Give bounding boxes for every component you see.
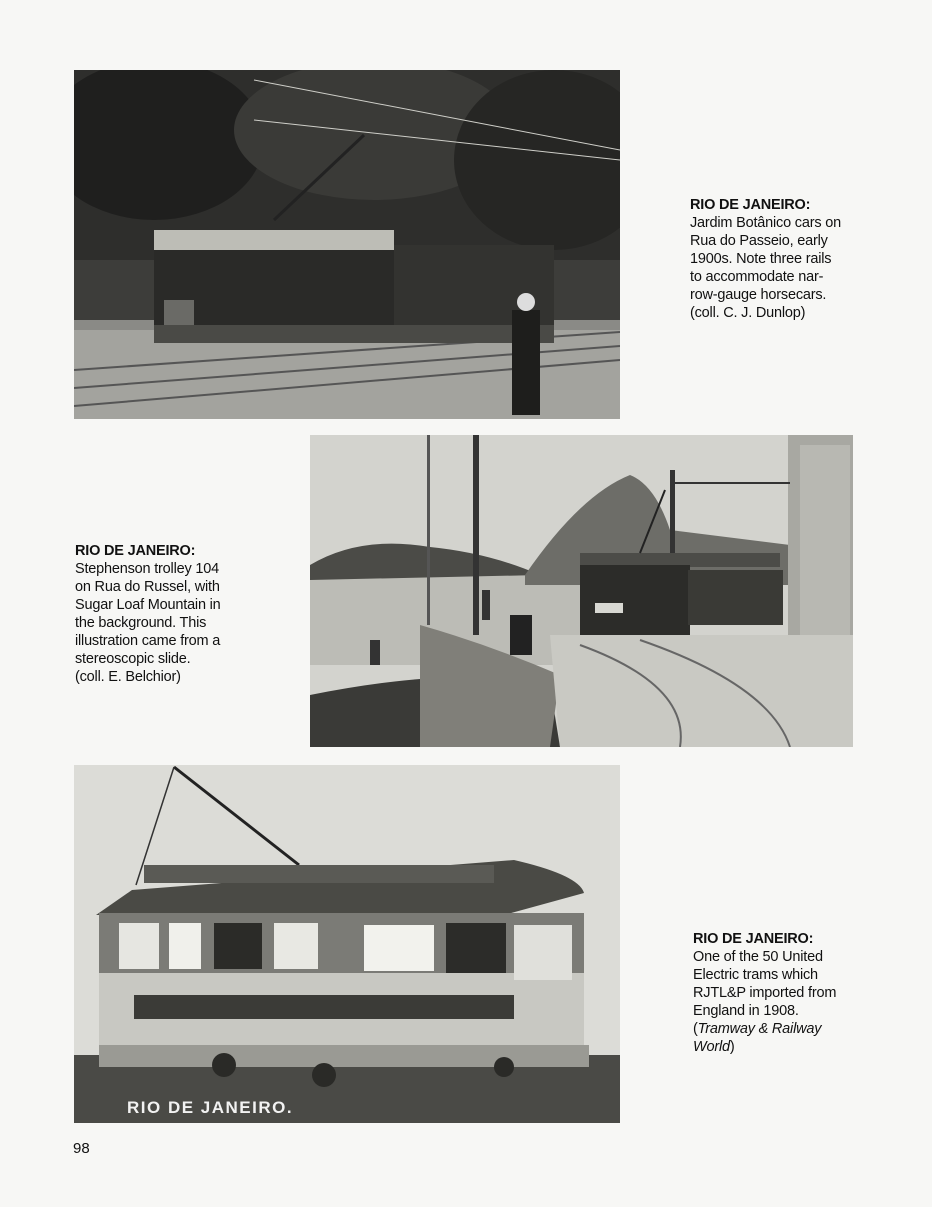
caption-heading: RIO DE JANEIRO: bbox=[75, 543, 196, 559]
photo-rua-do-passeio-image bbox=[74, 70, 620, 419]
caption-rua-do-passeio bbox=[690, 196, 890, 322]
caption-line: Sugar Loaf Mountain in bbox=[75, 597, 221, 613]
photo-rua-do-passeio bbox=[74, 70, 620, 419]
credit-source: Tramway & Railway bbox=[697, 1021, 822, 1037]
caption-line: England in 1908. bbox=[693, 1003, 799, 1019]
caption-credit bbox=[693, 1020, 893, 1038]
caption-line: One of the 50 United bbox=[693, 949, 823, 965]
caption-heading: RIO DE JANEIRO: bbox=[693, 931, 814, 947]
caption-line: illustration came from a bbox=[75, 633, 221, 649]
caption-line: RJTL&P imported from bbox=[693, 985, 837, 1001]
caption-line: Rua do Passeio, early bbox=[690, 233, 828, 249]
photo-printed-title: RIO DE JANEIRO. bbox=[127, 1098, 294, 1117]
caption-united-electric-tram bbox=[693, 930, 893, 1056]
photo-united-electric-tram bbox=[74, 765, 620, 1123]
credit-source-cont: World bbox=[693, 1039, 730, 1055]
caption-heading: RIO DE JANEIRO: bbox=[690, 197, 811, 213]
photo-rua-do-russel bbox=[310, 435, 853, 747]
credit-paren-open: ( bbox=[693, 1021, 698, 1037]
caption-credit: (coll. C. J. Dunlop) bbox=[690, 305, 806, 321]
caption-line: row-gauge horsecars. bbox=[690, 287, 827, 303]
credit-paren-close: ) bbox=[729, 1039, 735, 1055]
caption-rua-do-russel bbox=[75, 542, 295, 686]
caption-line: Stephenson trolley 104 bbox=[75, 561, 219, 577]
caption-credit: (coll. E. Belchior) bbox=[75, 669, 181, 685]
caption-line: stereoscopic slide. bbox=[75, 651, 191, 667]
caption-line: Jardim Botânico cars on bbox=[690, 215, 841, 231]
page-number: 98 bbox=[73, 1140, 90, 1157]
caption-line: to accommodate nar- bbox=[690, 269, 824, 285]
caption-line: the background. This bbox=[75, 615, 207, 631]
caption-line: on Rua do Russel, with bbox=[75, 579, 220, 595]
photo-united-electric-tram-image bbox=[74, 765, 620, 1123]
photo-rua-do-russel-image bbox=[310, 435, 853, 747]
caption-line: 1900s. Note three rails bbox=[690, 251, 832, 267]
caption-credit-cont bbox=[693, 1038, 893, 1056]
caption-line: Electric trams which bbox=[693, 967, 818, 983]
